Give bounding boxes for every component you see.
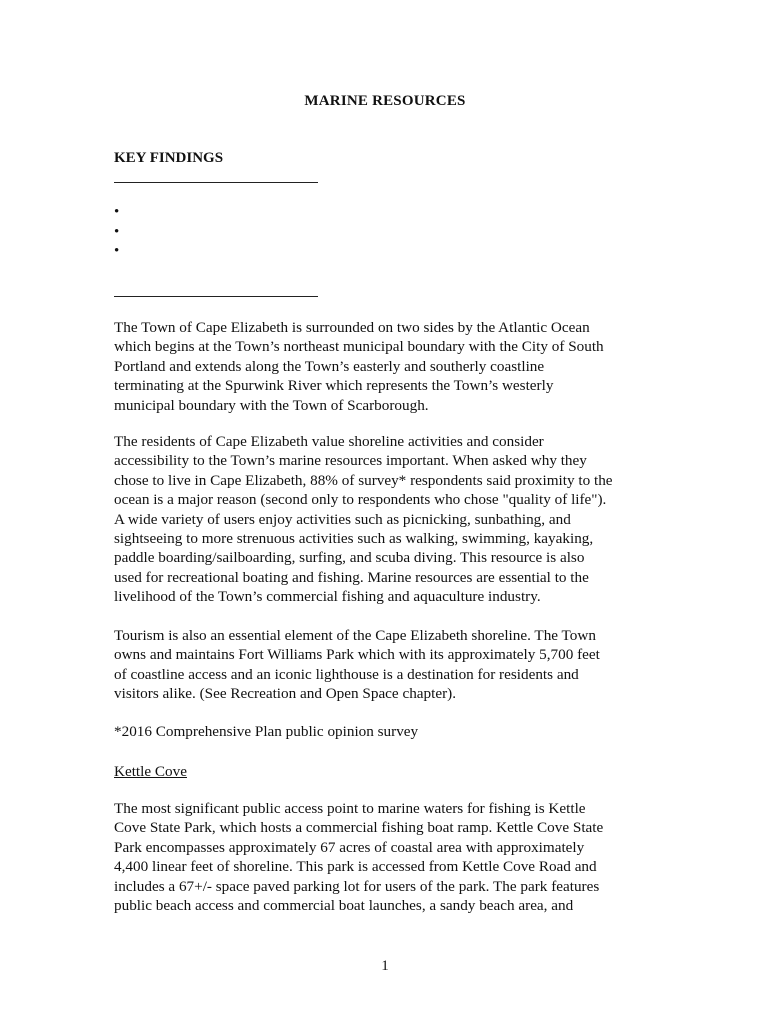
text-line: 4,400 linear feet of shoreline. This park is accessed from Kettle Cove Road and	[114, 858, 597, 876]
paragraph-tourism	[114, 626, 674, 704]
text-line: visitors alike. (See Recreation and Open Space chapter).	[114, 685, 457, 703]
paragraph-residents	[114, 432, 674, 607]
paragraph-intro	[114, 318, 674, 415]
text-line: of coastline access and an iconic lighthouse is a destination for residents and	[114, 665, 579, 683]
bullet-item	[114, 203, 119, 223]
text-line: terminating at the Spurwink River which represents the Town’s westerly	[114, 377, 554, 395]
text-line: Portland and extends along the Town’s easterly and southerly coastline	[114, 357, 545, 375]
bullet-item	[114, 223, 119, 243]
text-line: includes a 67+/- space paved parking lot for users of the park. The park features	[114, 877, 600, 895]
section-heading-kettle-cove	[114, 762, 674, 781]
text-line: The Town of Cape Elizabeth is surrounded on two sides by the Atlantic Ocean	[114, 319, 590, 336]
text-line: Kettle Cove	[114, 763, 187, 780]
paragraph-kettle-cove	[114, 799, 674, 915]
page-title: MARINE RESOURCES	[304, 93, 466, 109]
divider-bottom	[114, 296, 318, 297]
text-line: Park encompasses approximately 67 acres of coastal area with approximately	[114, 838, 585, 856]
text-line: *2016 Comprehensive Plan public opinion survey	[114, 723, 419, 740]
text-line: Cove State Park, which hosts a commercial fishing boat ramp. Kettle Cove State	[114, 819, 604, 837]
text-line: The residents of Cape Elizabeth value shoreline activities and consider	[114, 433, 544, 450]
text-line: Tourism is also an essential element of the Cape Elizabeth shoreline. The Town	[114, 627, 596, 644]
divider-top	[114, 182, 318, 183]
text-line: livelihood of the Town’s commercial fishing and aquaculture industry.	[114, 588, 541, 606]
text-line: which begins at the Town’s northeast municipal boundary with the City of South	[114, 338, 604, 356]
text-line: A wide variety of users enjoy activities such as picnicking, sunbathing, and	[114, 510, 571, 528]
text-line: paddle boarding/sailboarding, surfing, and scuba diving. This resource is also	[114, 549, 585, 567]
footnote-survey	[114, 722, 674, 741]
bullet-dot-icon: •	[114, 223, 120, 240]
bullet-dot-icon: •	[114, 204, 120, 220]
text-line: municipal boundary with the Town of Scarborough.	[114, 396, 429, 414]
key-findings-bullet-list	[114, 203, 119, 262]
text-line: used for recreational boating and fishing. Marine resources are essential to the	[114, 568, 589, 586]
text-line: accessibility to the Town’s marine resources important. When asked why they	[114, 452, 587, 470]
bullet-item	[114, 242, 119, 262]
text-line: sightseeing to more strenuous activities such as walking, swimming, kayaking,	[114, 530, 594, 548]
text-line: chose to live in Cape Elizabeth, 88% of survey* respondents said proximity to the	[114, 471, 613, 489]
text-line: public beach access and commercial boat launches, a sandy beach area, and	[114, 897, 574, 915]
key-findings-heading: KEY FINDINGS	[114, 150, 224, 166]
text-line: owns and maintains Fort Williams Park which with its approximately 5,700 feet	[114, 646, 600, 664]
text-line: ocean is a major reason (second only to respondents who chose "quality of life").	[114, 491, 607, 509]
text-line: The most significant public access point to marine waters for fishing is Kettle	[114, 800, 586, 817]
page-number: 1	[381, 958, 389, 974]
bullet-dot-icon: •	[114, 243, 120, 259]
